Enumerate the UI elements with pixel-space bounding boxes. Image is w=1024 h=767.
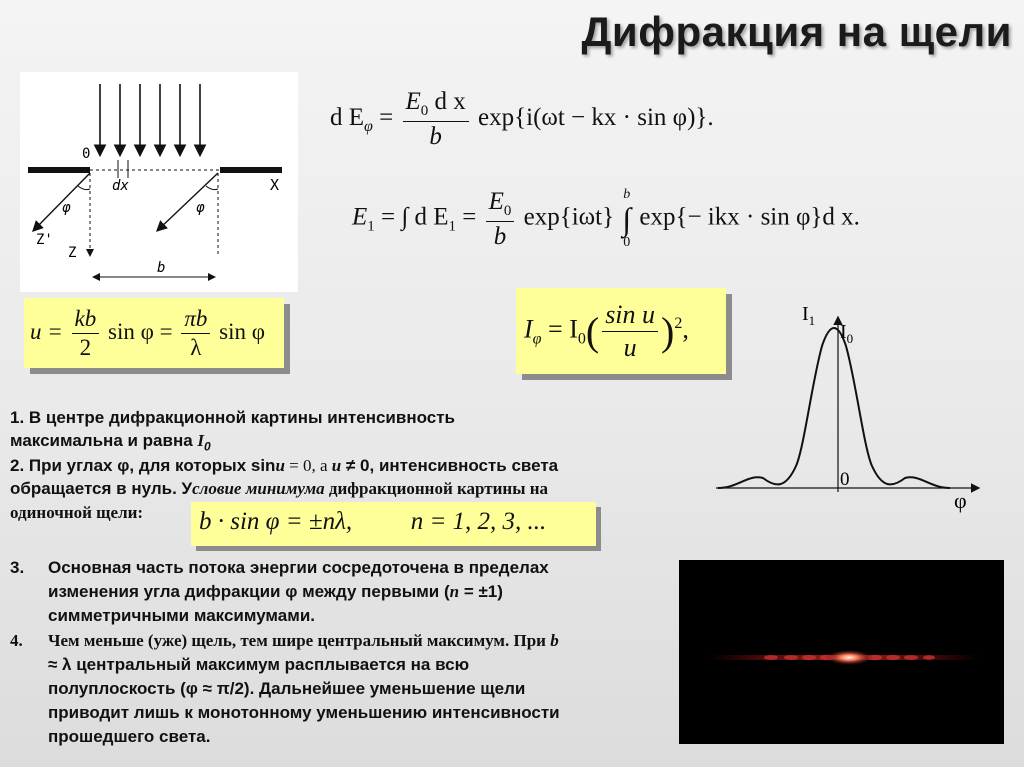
slide-title: Дифракция на щели (581, 8, 1012, 55)
point-3-line-3: симметричными максимумами. (48, 606, 315, 625)
point-2-line-2: обращается в нуль. Условие минимума дифракционной картины на (10, 479, 549, 498)
label-z-prime: Z' (36, 232, 53, 248)
label-phi-right: φ (196, 200, 205, 216)
point-4-line-3: полуплоскость (φ ≈ π/2). Дальнейшее уменьшение щели (48, 679, 526, 698)
intensity-graph-svg (708, 292, 998, 518)
point-4-line-2: ≈ λ центральный максимум расплывается на всю (48, 655, 470, 674)
label-axis-x: X (270, 176, 280, 194)
point-3-line-2: изменения угла дифракции φ между первыми (n = ±1) (48, 582, 503, 601)
point-1-line-2: максимальна и равна $I_0$ (10, 431, 211, 454)
point-2-line-1: 2. При углах φ, для которых sinu = 0, а u ≠ 0, интенсивность света (10, 456, 559, 475)
point-2-line-3: одиночной щели: (10, 503, 144, 522)
label-width-b: b (157, 260, 166, 276)
incident-rays (100, 84, 200, 154)
point-4-line-1: Чем меньше (уже) щель, тем шире центральный максимум. При b (48, 631, 559, 650)
formula-intensity-box: $I_\varphi = I_0$( $\frac{\text{sin u}}{u}$ )$^2$, (516, 288, 726, 374)
slit-diagram (20, 72, 298, 292)
screen-left (28, 167, 90, 173)
intensity-curve (718, 328, 950, 488)
label-phi-left: φ (62, 200, 71, 216)
intensity-graph (708, 292, 998, 518)
label-z: Z (68, 245, 77, 261)
label-dx: dx (112, 178, 129, 194)
slit-diagram-svg (20, 72, 298, 292)
graph-y-label: $I_1$ (802, 303, 816, 328)
point-1-line-1: 1. В центре дифракционной картины интенсивность (10, 408, 455, 427)
diffraction-pattern-photo (679, 560, 1004, 744)
graph-origin: 0 (840, 469, 850, 490)
graph-peak-label: $I_0$ (840, 321, 854, 346)
point-4-number: 4. (10, 631, 23, 650)
point-3-line-1: Основная часть потока энергии сосредоточена в пределах (48, 558, 549, 577)
formula-E1: $E_1$ = ∫ d $E_1$ = $\frac{E_0}{b}$ exp{iωt} b ∫ 0 exp{− ikx · sin φ}d x. (352, 187, 860, 250)
screen-right (220, 167, 282, 173)
point-4-line-4: приводит лишь к монотонному уменьшению интенсивности (48, 703, 560, 722)
point-3-number: 3. (10, 558, 25, 577)
formula-dE: d $E_\varphi$ = $\frac{E_0 d x}{b}$ exp{i(ωt − kx · sin φ)}. (330, 88, 714, 150)
diffraction-pattern-image (679, 560, 1004, 744)
graph-x-label: φ (954, 488, 967, 513)
point-4-line-5: прошедшего света. (48, 727, 211, 746)
formula-min-box: b · sin φ = ±nλ, n = 1, 2, 3, ... (191, 502, 596, 546)
formula-u-box: u = $\frac{kb}{2}$ sin φ = $\frac{\pi b}{\lambda}$ sin φ (24, 298, 284, 368)
label-zero: 0 (82, 146, 91, 162)
